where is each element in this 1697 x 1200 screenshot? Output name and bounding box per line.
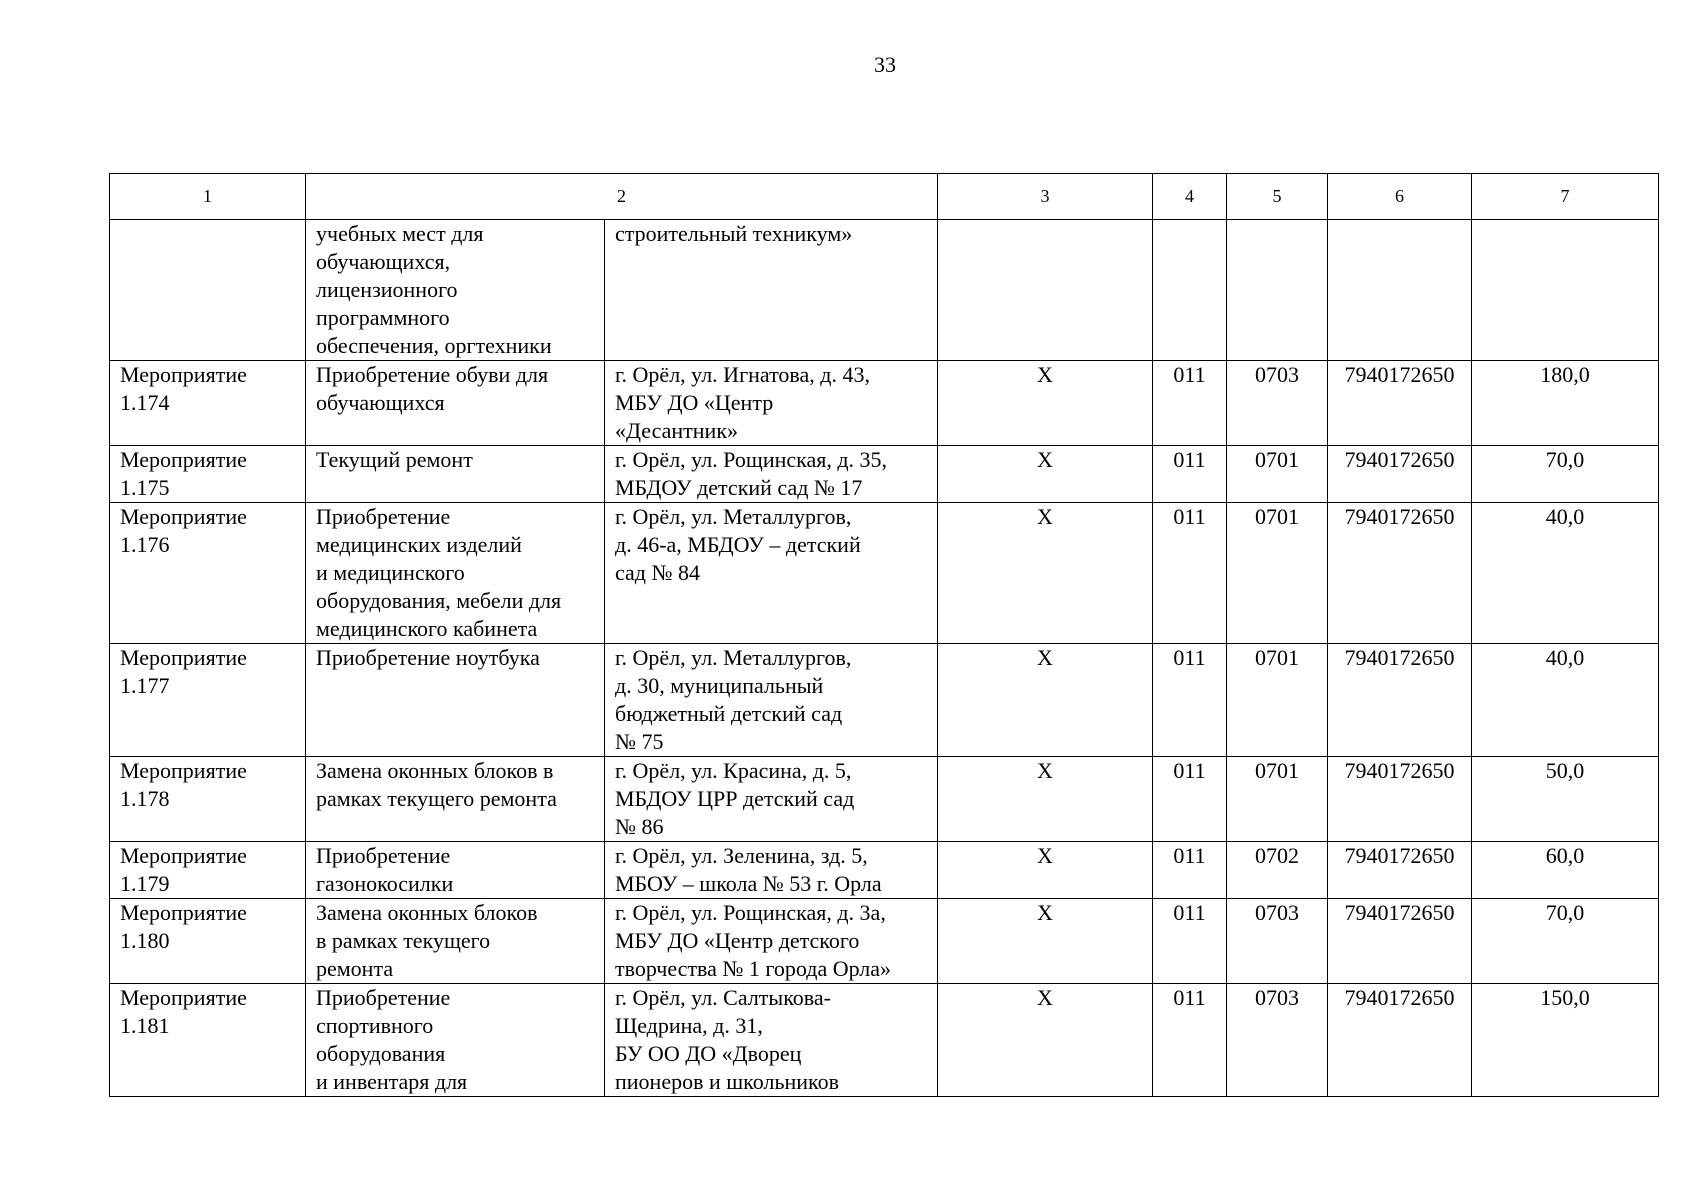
header-cell-4: 4 — [1153, 174, 1227, 220]
article-cell — [1328, 220, 1472, 361]
section-cell: 0703 — [1227, 361, 1328, 446]
header-cell-1: 1 — [110, 174, 306, 220]
table-row — [110, 842, 1659, 899]
article-cell: 7940172650 — [1328, 984, 1472, 1097]
section-cell: 0703 — [1227, 984, 1328, 1097]
table-header-row — [110, 174, 1659, 220]
amount-cell: 180,0 — [1472, 361, 1659, 446]
event-cell — [110, 220, 306, 361]
table-row — [110, 757, 1659, 842]
article-cell: 7940172650 — [1328, 644, 1472, 757]
code-cell: 011 — [1153, 984, 1227, 1097]
address-cell: г. Орёл, ул. Металлургов, д. 46-а, МБДОУ – детский сад № 84 — [605, 503, 938, 644]
section-cell: 0701 — [1227, 757, 1328, 842]
table-row — [110, 220, 1659, 361]
address-cell: г. Орёл, ул. Зеленина, зд. 5, МБОУ – школа № 53 г. Орла — [605, 842, 938, 899]
name-cell: Приобретение ноутбука — [306, 644, 605, 757]
marker-cell: Х — [938, 984, 1153, 1097]
section-cell: 0702 — [1227, 842, 1328, 899]
header-cell-6: 6 — [1328, 174, 1472, 220]
amount-cell: 70,0 — [1472, 446, 1659, 503]
page-number: 33 — [874, 52, 896, 77]
amount-cell: 50,0 — [1472, 757, 1659, 842]
name-cell: Замена оконных блоков в рамках текущего ремонта — [306, 899, 605, 984]
marker-cell — [938, 220, 1153, 361]
code-cell: 011 — [1153, 503, 1227, 644]
section-cell: 0701 — [1227, 644, 1328, 757]
name-cell: Приобретение газонокосилки — [306, 842, 605, 899]
marker-cell: Х — [938, 503, 1153, 644]
event-cell: Мероприятие 1.179 — [110, 842, 306, 899]
article-cell: 7940172650 — [1328, 899, 1472, 984]
amount-cell: 40,0 — [1472, 503, 1659, 644]
article-cell: 7940172650 — [1328, 361, 1472, 446]
event-cell: Мероприятие 1.176 — [110, 503, 306, 644]
table-row — [110, 361, 1659, 446]
table-row — [110, 984, 1659, 1097]
amount-cell: 40,0 — [1472, 644, 1659, 757]
amount-cell: 60,0 — [1472, 842, 1659, 899]
event-cell: Мероприятие 1.180 — [110, 899, 306, 984]
table-row — [110, 899, 1659, 984]
table-row — [110, 446, 1659, 503]
address-cell: г. Орёл, ул. Рощинская, д. 3а, МБУ ДО «Центр детского творчества № 1 города Орла» — [605, 899, 938, 984]
section-cell: 0703 — [1227, 899, 1328, 984]
table-row — [110, 503, 1659, 644]
name-cell: учебных мест для обучающихся, лицензионного программного обеспечения, оргтехники — [306, 220, 605, 361]
code-cell: 011 — [1153, 842, 1227, 899]
address-cell: г. Орёл, ул. Металлургов, д. 30, муниципальный бюджетный детский сад № 75 — [605, 644, 938, 757]
event-cell: Мероприятие 1.175 — [110, 446, 306, 503]
address-cell: г. Орёл, ул. Рощинская, д. 35, МБДОУ детский сад № 17 — [605, 446, 938, 503]
marker-cell: Х — [938, 361, 1153, 446]
article-cell: 7940172650 — [1328, 842, 1472, 899]
table-row — [110, 644, 1659, 757]
amount-cell: 150,0 — [1472, 984, 1659, 1097]
section-cell — [1227, 220, 1328, 361]
code-cell — [1153, 220, 1227, 361]
event-cell: Мероприятие 1.174 — [110, 361, 306, 446]
marker-cell: Х — [938, 899, 1153, 984]
article-cell: 7940172650 — [1328, 446, 1472, 503]
amount-cell: 70,0 — [1472, 899, 1659, 984]
event-cell: Мероприятие 1.181 — [110, 984, 306, 1097]
header-cell-7: 7 — [1472, 174, 1659, 220]
name-cell: Текущий ремонт — [306, 446, 605, 503]
address-cell: г. Орёл, ул. Красина, д. 5, МБДОУ ЦРР детский сад № 86 — [605, 757, 938, 842]
address-cell: строительный техникум» — [605, 220, 938, 361]
marker-cell: Х — [938, 644, 1153, 757]
amount-cell — [1472, 220, 1659, 361]
marker-cell: Х — [938, 757, 1153, 842]
address-cell: г. Орёл, ул. Игнатова, д. 43, МБУ ДО «Центр «Десантник» — [605, 361, 938, 446]
header-cell-5: 5 — [1227, 174, 1328, 220]
code-cell: 011 — [1153, 899, 1227, 984]
section-cell: 0701 — [1227, 446, 1328, 503]
name-cell: Приобретение медицинских изделий и медицинского оборудования, мебели для медицинского кабинета — [306, 503, 605, 644]
code-cell: 011 — [1153, 361, 1227, 446]
code-cell: 011 — [1153, 446, 1227, 503]
article-cell: 7940172650 — [1328, 757, 1472, 842]
header-cell-2: 2 — [306, 174, 938, 220]
marker-cell: Х — [938, 842, 1153, 899]
article-cell: 7940172650 — [1328, 503, 1472, 644]
section-cell: 0701 — [1227, 503, 1328, 644]
code-cell: 011 — [1153, 644, 1227, 757]
measures-table — [109, 173, 1659, 1097]
name-cell: Приобретение обуви для обучающихся — [306, 361, 605, 446]
code-cell: 011 — [1153, 757, 1227, 842]
header-cell-3: 3 — [938, 174, 1153, 220]
marker-cell: Х — [938, 446, 1153, 503]
event-cell: Мероприятие 1.177 — [110, 644, 306, 757]
address-cell: г. Орёл, ул. Салтыкова- Щедрина, д. 31, БУ ОО ДО «Дворец пионеров и школьников — [605, 984, 938, 1097]
name-cell: Приобретение спортивного оборудования и инвентаря для — [306, 984, 605, 1097]
table-body — [110, 220, 1659, 1097]
event-cell: Мероприятие 1.178 — [110, 757, 306, 842]
name-cell: Замена оконных блоков в рамках текущего ремонта — [306, 757, 605, 842]
